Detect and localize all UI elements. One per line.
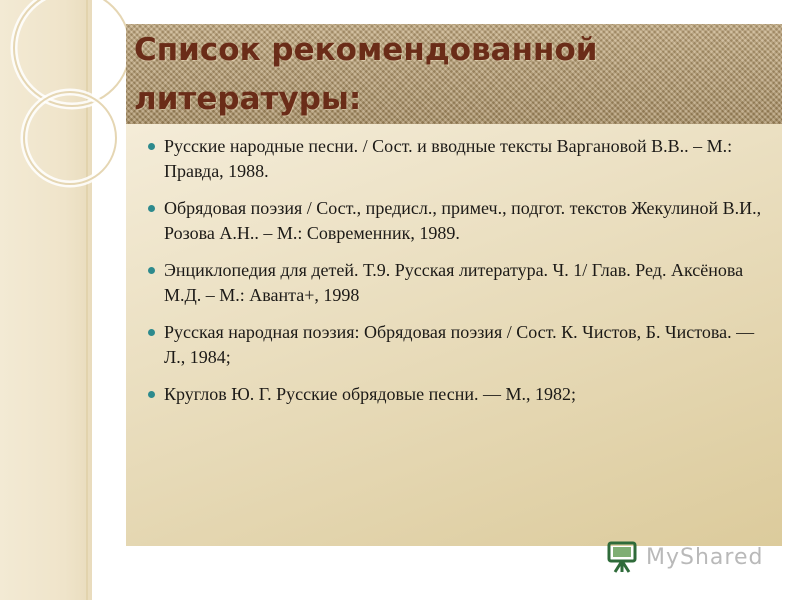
presentation-board-icon <box>606 540 638 574</box>
watermark-text: MyShared <box>646 544 764 570</box>
bullet-icon <box>148 143 155 150</box>
bullet-icon <box>148 391 155 398</box>
reference-item <box>148 196 768 246</box>
reference-text: Обрядовая поэзия / Сост., предисл., примеч., подгот. текстов Жекулиной В.И., Розова А.Н.. – М.: Современник, 1989. <box>164 198 762 243</box>
reference-text: Русская народная поэзия: Обрядовая поэзия / Сост. К. Чистов, Б. Чистова. — Л., 1984; <box>164 322 755 367</box>
bullet-icon <box>148 205 155 212</box>
slide-title: Список рекомендованной литературы: <box>134 32 598 117</box>
reference-item <box>148 320 768 370</box>
reference-text: Русские народные песни. / Сост. и вводные тексты Варгановой В.В.. – М.: Правда, 1988. <box>164 136 733 181</box>
bullet-icon <box>148 329 155 336</box>
reference-text: Энциклопедия для детей. Т.9. Русская литература. Ч. 1/ Глав. Ред. Аксёнова М.Д. – М.: Аванта+, 1998 <box>164 260 744 305</box>
reference-item <box>148 134 768 184</box>
bullet-icon <box>148 267 155 274</box>
watermark <box>606 538 766 576</box>
reference-text: Круглов Ю. Г. Русские обрядовые песни. — М., 1982; <box>164 384 576 404</box>
decorative-rings <box>0 0 130 220</box>
reference-item <box>148 382 768 407</box>
reference-item <box>148 258 768 308</box>
reference-list <box>148 134 768 419</box>
